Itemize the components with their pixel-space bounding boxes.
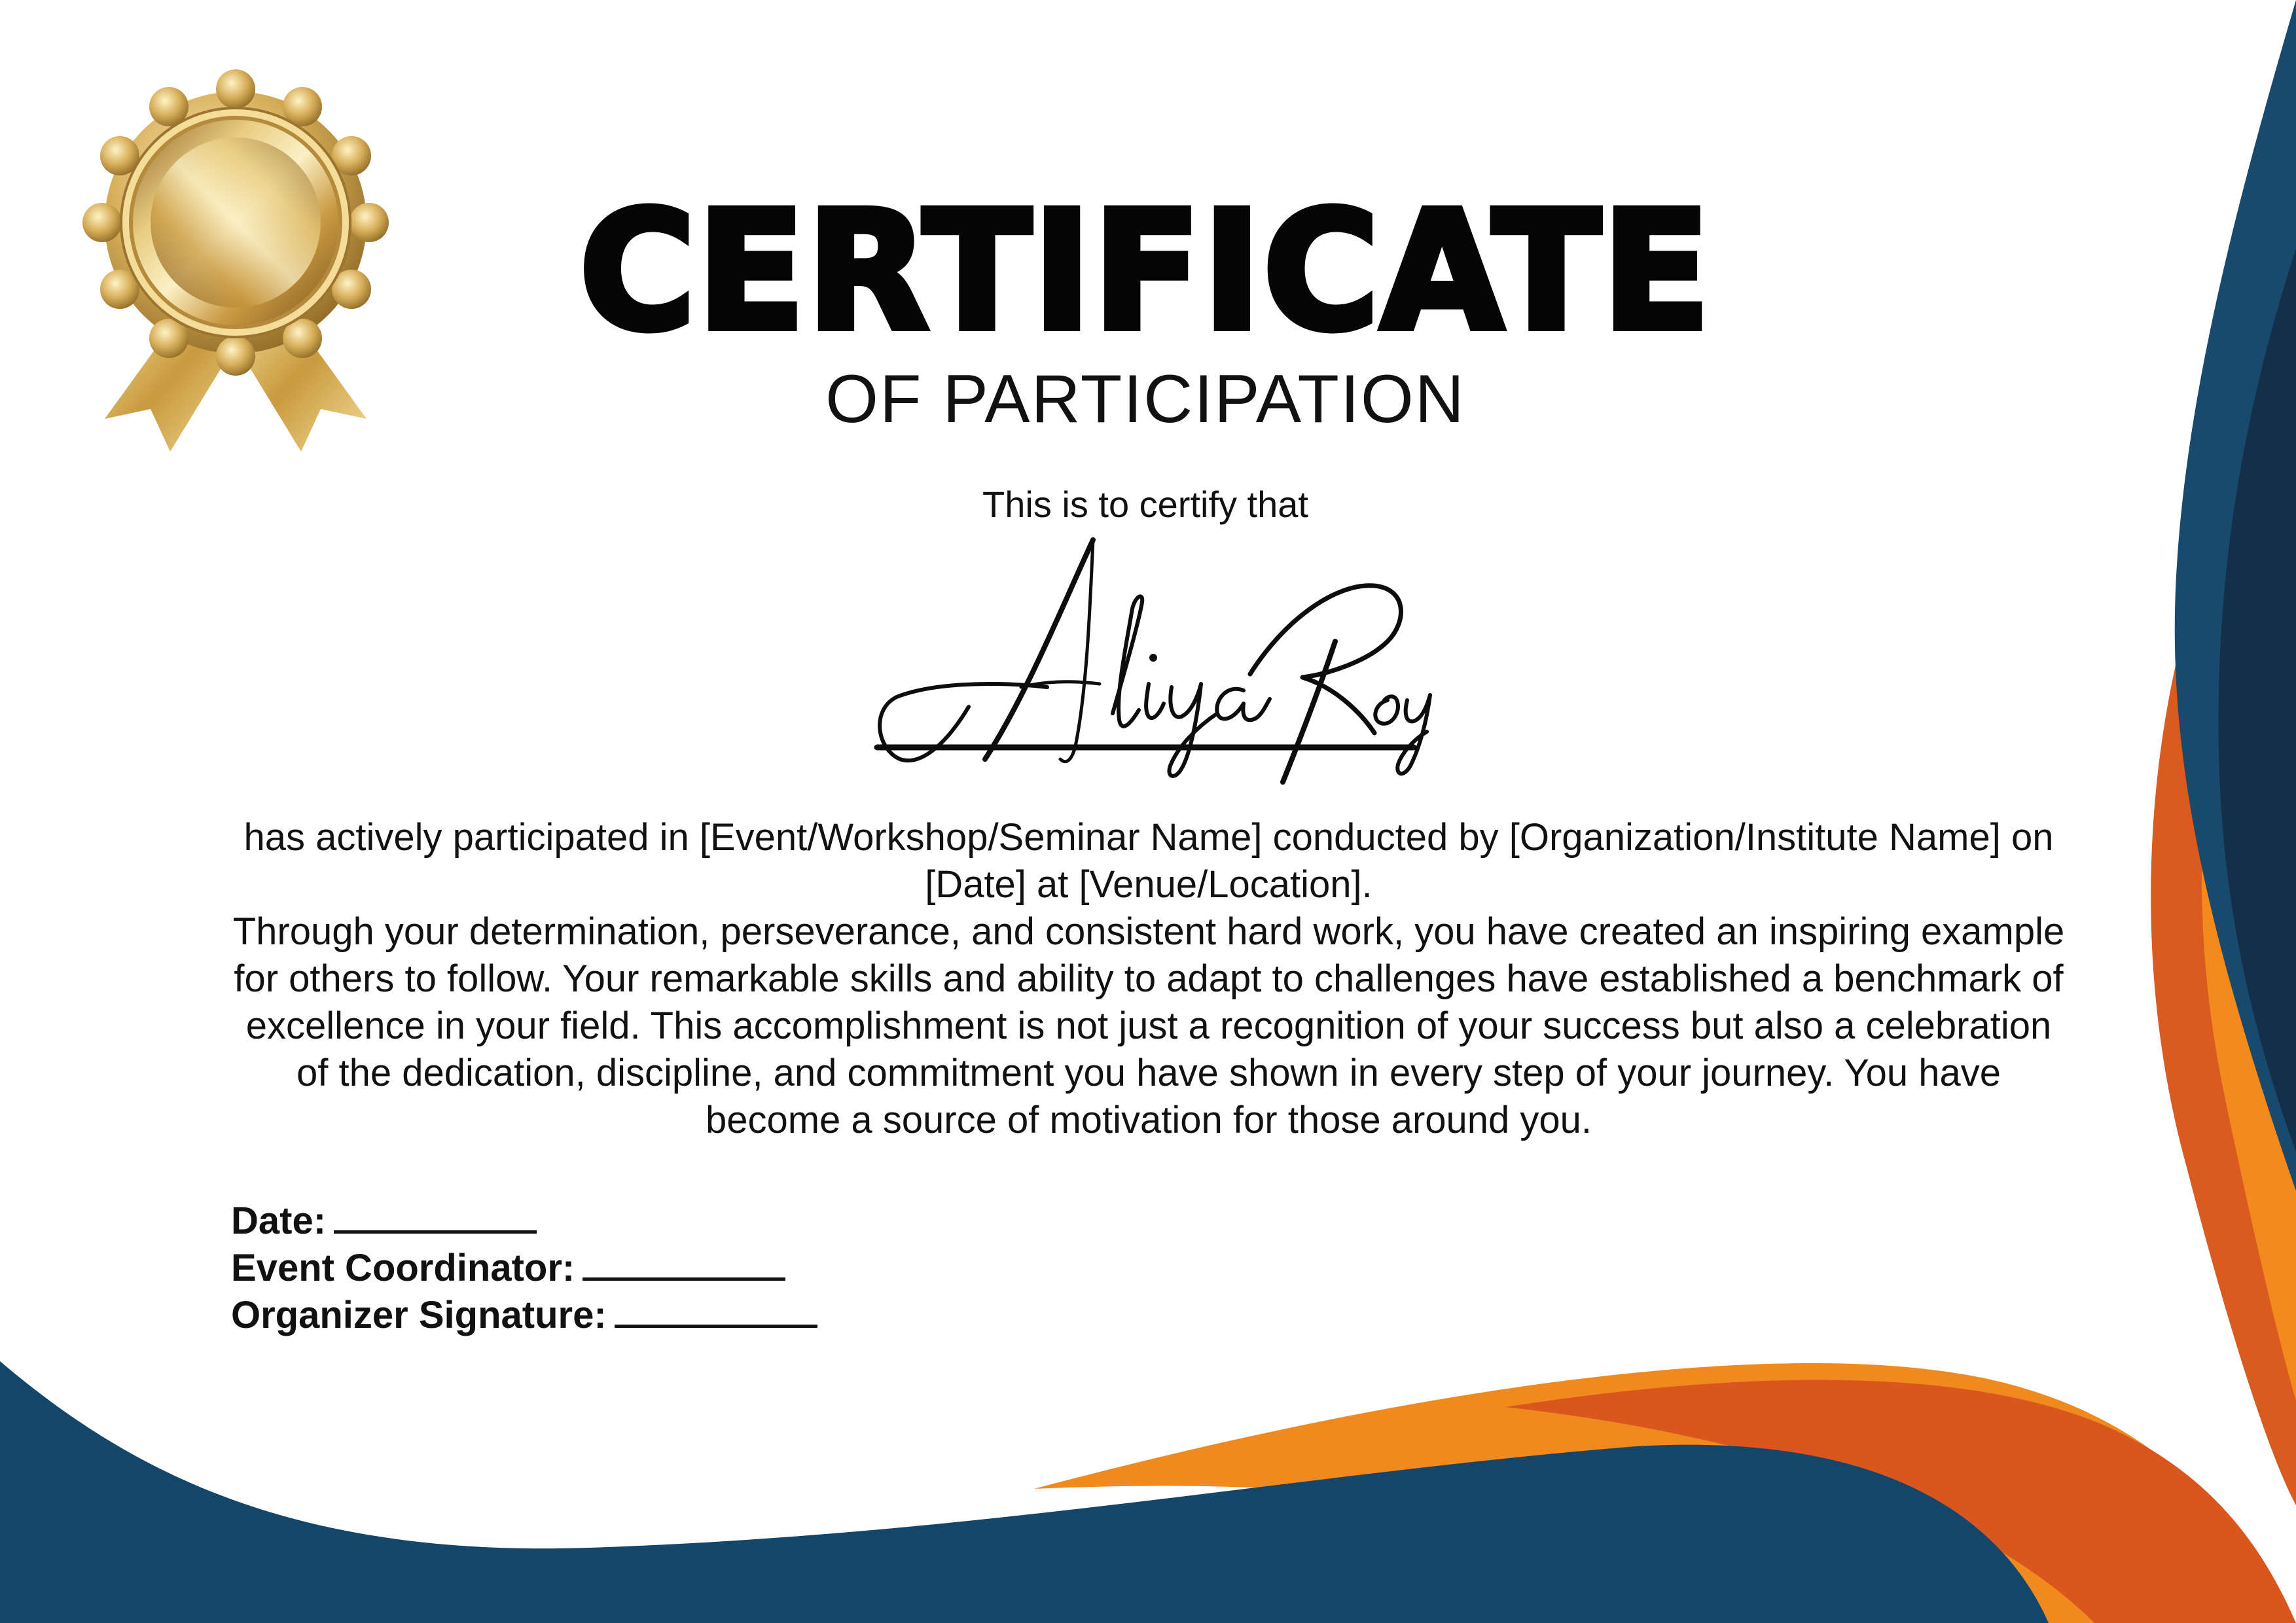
signature-fields [231,1198,817,1339]
certificate-subtitle: OF PARTICIPATION [825,361,1465,437]
date-field [231,1198,817,1245]
certificate-body [232,814,2065,1144]
certify-intro-text: This is to certify that [982,484,1308,525]
organizer-signature-field-blank [615,1293,817,1328]
organizer-signature-field-label: Organizer Signature: [231,1294,607,1336]
event-coordinator-field-label: Event Coordinator: [231,1247,575,1289]
organizer-signature-field [231,1292,817,1339]
recipient-name-signature [851,524,1440,785]
date-field-label: Date: [231,1200,327,1242]
date-field-blank [334,1199,537,1234]
gold-medal-seal-icon [79,65,393,458]
certificate-title: CERTIFICATE [579,176,1712,366]
message-paragraph: Through your determination, perseverance, and consistent hard work, you have created an inspiring example for others to follow. Your remarkable skills and ability to adapt to challenges have established a benchmark of excellence in your field. This accomplishment is not just a recognition of your success but also a celebration of the dedication, discipline, and commitment you have shown in every step of your journey. You have become a source of motivation for those around you. [232,910,2065,1141]
event-coordinator-field-blank [583,1246,785,1281]
participation-paragraph: has actively participated in [Event/Workshop/Seminar Name] conducted by [Organization/Institute Name] on [Date] at [Venue/Location]. [243,816,2054,906]
event-coordinator-field [231,1245,817,1292]
